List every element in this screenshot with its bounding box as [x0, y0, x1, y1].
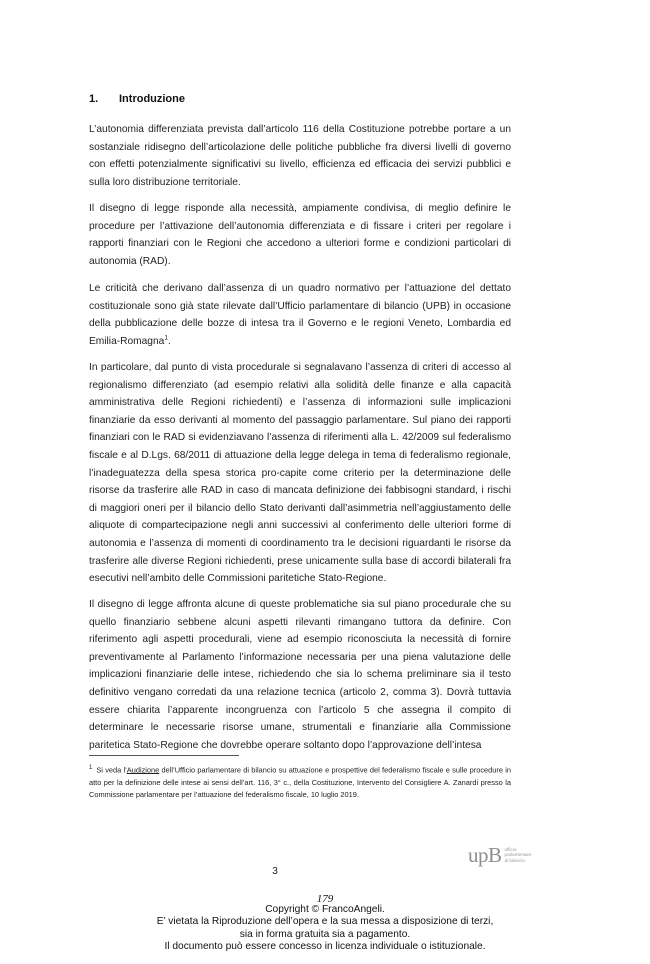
page-number: 3 — [272, 866, 278, 877]
copyright-stamp — [0, 895, 650, 954]
paragraph-intro: L’autonomia differenziata prevista dall’articolo 116 della Costituzione potrebbe portare a un sostanziale ridisegno dell’articolazione delle politiche pubbliche fra diversi livelli di governo con effetti potenzialmente significativi su livello, efficienza ed efficacia dei servizi pubblici e sulla loro distribuzione territoriale. — [89, 124, 511, 188]
section-title: Introduzione — [119, 93, 185, 105]
logo-caption — [505, 847, 545, 864]
footnote-number: 1 — [89, 765, 93, 771]
copyright-line: sia in forma gratuita sia a pagamento. — [239, 928, 411, 940]
footnote-link-audizione[interactable]: Audizione — [126, 765, 160, 775]
copyright-line: E’ vietata la Riproduzione dell’opera e la sua messa a disposizione di terzi, — [156, 916, 494, 928]
folio-number: 179 — [316, 893, 334, 905]
paragraph-particolare: In particolare, dal punto di vista procedurale si segnalavano l’assenza di criteri di accesso al regionalismo differenziato (ad esempio relativi alla solidità delle finanze e alla capacità amministrativa delle Regioni richiedenti) e l’assenza di informazioni sulle implicazioni finanziarie da esso derivanti al momento del passaggio parlamentare. Sul piano dei rapporti finanziari con le RAD si evidenziavano l’assenza di riferimenti alla L. 42/2009 sul federalismo fiscale e al D.Lgs. 68/2011 di attuazione della legge delega in tema di federalismo regionale, l’inadeguatezza della spesa storica pro-capite come criterio per la determinazione delle risorse da trasferire alle RAD in caso di mancata definizione dei fabbisogni standard, i rischi di maggiori oneri per il bilancio dello Stato derivanti dall’asimmetria nell’aggiustamento delle aliquote di compartecipazione negli anni successivi al conferimento delle ulteriori forme di autonomia e l’assenza di momenti di coordinamento tra le decisioni riguardanti le risorse da trasferire alle diverse Regioni richiedenti, prese unicamente sulla base di accordi bilaterali fra esecutivi nell’ambito delle Commissioni paritetiche Stato-Regione. — [89, 362, 511, 585]
footnote-prefix: Si veda l’ — [96, 765, 127, 775]
logo-caption-line: parlamentare — [504, 852, 532, 858]
logo-mark: upB — [468, 843, 502, 867]
paragraph-affronta: Il disegno di legge affronta alcune di queste problematiche sia sul piano procedurale che su quello finanziario sebbene alcuni aspetti rilevanti rimangano tuttora da definire. Con riferimento agli aspetti procedurali, viene ad esempio riconosciuta la necessità di fornire preventivamente al Parlamento l’informazione necessaria per una piena valutazione delle implicazioni finanziarie delle intese, richiedendo che sia lo schema preliminare sia il testo definitivo vengano corredati da una relazione tecnica (articolo 2, comma 3). Dovrà tuttavia essere chiarita l’apparente incongruenza con l’articolo 5 che assegna il compito di determinare le necessarie risorse umane, strumentali e finanziarie alla Commissione paritetica Stato-Regione che dovrebbe operare soltanto dopo l’approvazione dell’intesa — [89, 599, 511, 751]
paragraph-criticita-text: Le criticità che derivano dall’assenza di un quadro normativo per l’attuazione del dettato costituzionale sono già state rilevate dall’Ufficio parlamentare di bilancio (UPB) in occasione della pubblicazione delle bozze di intesa tra il Governo e le regioni Veneto, Lombardia ed Emilia-Romagna — [89, 283, 511, 347]
footnote-separator — [89, 755, 239, 756]
logo-caption-line: di bilancio — [504, 857, 525, 863]
copyright-line: Il documento può essere concesso in licenza individuale o istituzionale. — [164, 941, 486, 953]
upb-logo — [468, 838, 578, 872]
copyright-line: Copyright © FrancoAngeli. — [265, 904, 385, 915]
paragraph-ddl: Il disegno di legge risponde alla necessità, ampiamente condivisa, di meglio definire le procedure per l’attivazione dell’autonomia differenziata e di fissare i criteri per regolare i rapporti finanziari con le Regioni che accedono a ulteriori forme e condizioni particolari di autonomia (RAD). — [89, 203, 511, 267]
footnote — [89, 762, 511, 802]
paragraph-criticita: Le criticità che derivano dall’assenza di un quadro normativo per l’attuazione del dettato costituzionale sono già state rilevate dall’Ufficio parlamentare di bilancio (UPB) in occasione della pubblicazione delle bozze di intesa tra il Governo e le regioni Veneto, Lombardia ed Emilia-Romagna$^1$. — [89, 283, 511, 347]
footnote-text: dell’Ufficio parlamentare di bilancio su attuazione e prospettive del federalismo fiscale e sulle procedure in atto per la definizione delle intese ai sensi dell’art. 116, 3° c., della Costituzione, Intervento del Consigliere A. Zanardi presso la Commissione parlamentare per l’attuazione del federalismo fiscale, 10 luglio 2019. — [89, 765, 511, 800]
section-heading — [89, 93, 185, 105]
section-number: 1. — [89, 93, 99, 105]
footnote-ref[interactable]: 1 — [164, 334, 168, 342]
logo-caption-line: ufficio — [504, 846, 517, 852]
